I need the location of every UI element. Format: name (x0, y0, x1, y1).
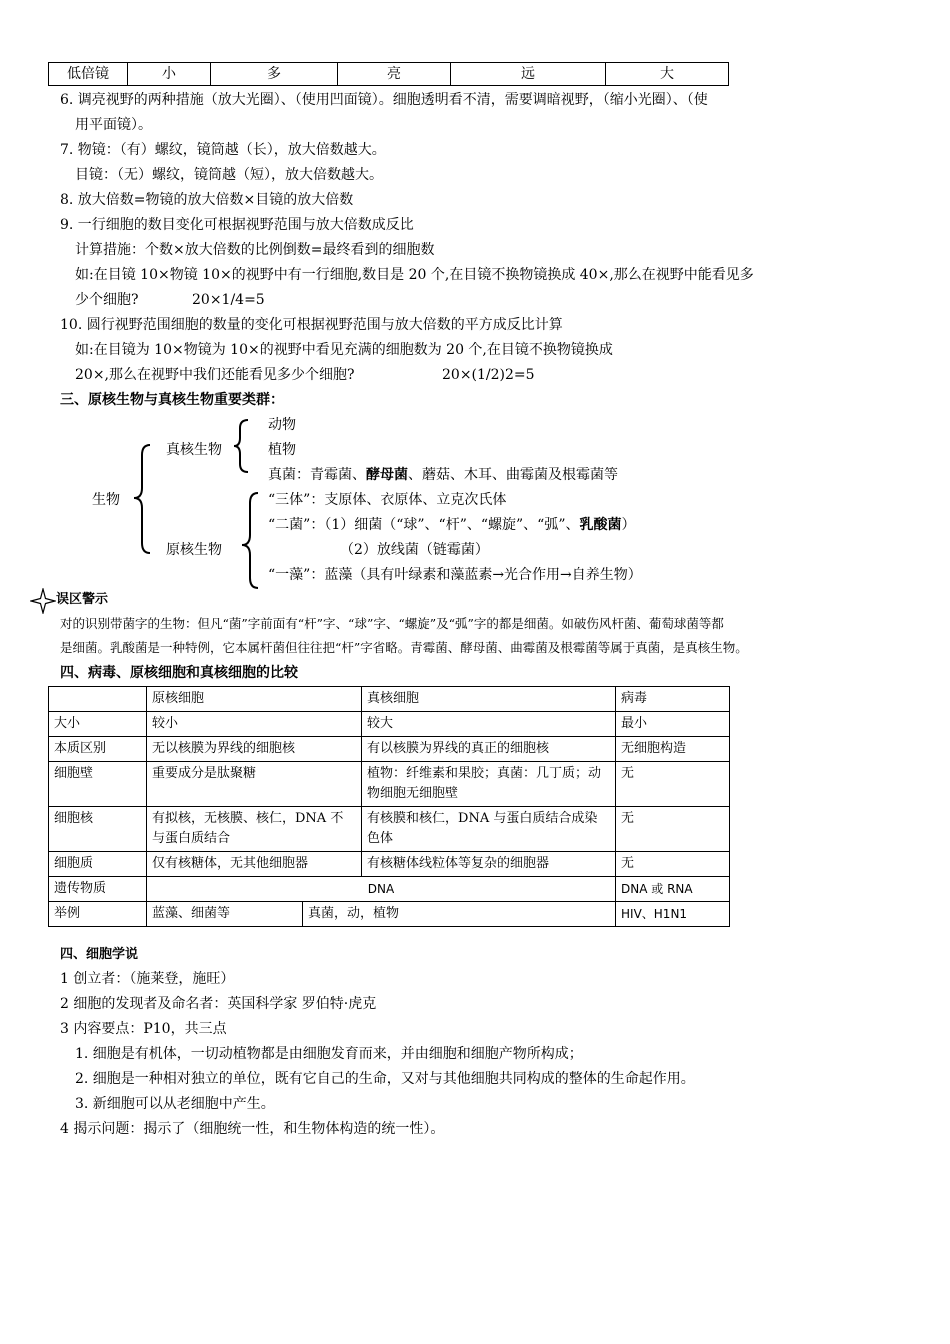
table-cell: 无 (616, 807, 730, 852)
table-cell: 无 (616, 852, 730, 877)
table-row (49, 762, 730, 807)
warning-line-2: 是细菌。乳酸菌是一种特例，它本属杆菌但往往把“杆”字省略。青霉菌、酵母菌、曲霉菌及根霉菌等属于真菌，是真核生物。 (60, 640, 748, 655)
table-cell: 有核膜和核仁，DNA 与蛋白质结合成染色体 (362, 807, 616, 852)
theory-line-3a: 1. 细胞是有机体，一切动植物都是由细胞发育而来，并由细胞和细胞产物所构成； (75, 1046, 583, 1062)
theory-title: 四、细胞学说 (60, 947, 139, 962)
warning-title: 误区警示 (56, 592, 109, 607)
comparison-table (48, 686, 730, 927)
table-cell: 无细胞构造 (616, 737, 730, 762)
note-9d: 少个细胞? (75, 292, 139, 308)
table-cell: 细胞核 (49, 807, 147, 852)
theory-line-3c: 3. 新细胞可以从老细胞中产生。 (75, 1096, 275, 1112)
table-cell: 较小 (147, 712, 362, 737)
tree-erjun-pre: “二菌”：（1）细菌（“球”、“杆”、“螺旋”、“弧”、 (268, 517, 580, 533)
table-row (49, 807, 730, 852)
prokaryote-brace-icon (242, 493, 258, 588)
table-row (49, 737, 730, 762)
tree-braces (0, 0, 950, 600)
table-cell: 原核细胞 (147, 687, 362, 712)
table-cell: 举例 (49, 902, 147, 927)
tree-erjun (268, 515, 635, 535)
theory-line-3: 3 内容要点：P10，共三点 (60, 1021, 227, 1037)
table-row (49, 877, 730, 902)
tree-fungi-bold: 酵母菌 (366, 467, 408, 483)
tree-yizao: “一藻”：蓝藻（具有叶绿素和藻蓝素→光合作用→自养生物） (268, 567, 642, 583)
tree-fungi-post: 、蘑菇、木耳、曲霉菌及根霉菌等 (408, 467, 618, 483)
tree-prokaryote: 原核生物 (166, 542, 222, 558)
table-row (49, 687, 730, 712)
table-cell: HIV、H1N1 (616, 902, 730, 927)
section-3-title: 三、原核生物与真核生物重要类群： (60, 392, 284, 408)
table-cell: 有核糖体线粒体等复杂的细胞器 (362, 852, 616, 877)
table-cell: 真核细胞 (362, 687, 616, 712)
table-cell: 植物：纤维素和果胶；真菌：几丁质；动物细胞无细胞壁 (362, 762, 616, 807)
tree-erjun-post: ） (621, 517, 636, 533)
table-cell: 细胞壁 (49, 762, 147, 807)
table-cell: DNA 或 RNA (616, 877, 730, 902)
table-cell: 多 (211, 63, 338, 86)
tree-erjun-bold: 乳酸菌 (579, 517, 622, 533)
theory-line-4: 4 揭示问题：揭示了（细胞统一性，和生物体构造的统一性）。 (60, 1121, 445, 1137)
table-cell: 远 (451, 63, 606, 86)
theory-line-1: 1 创立者：（施莱登，施旺） (60, 971, 235, 987)
tree-fangxian: （2）放线菌（链霉菌） (340, 542, 489, 558)
table-cell: 遗传物质 (49, 877, 147, 902)
warning-line-1: 对的识别带菌字的生物：但凡“菌”字前面有“杆”字、“球”字、“螺旋”及“弧”字的都是细菌。如破伤风杆菌、葡萄球菌等都 (60, 616, 724, 631)
note-9c: 如:在目镜 10×物镜 10×的视野中有一行细胞,数目是 20 个,在目镜不换物镜换成 40×,那么在视野中能看见多 (75, 267, 754, 283)
table-row (49, 902, 730, 927)
table-row (49, 852, 730, 877)
table-cell: 细胞质 (49, 852, 147, 877)
table-cell: 有拟核，无核膜、核仁，DNA 不与蛋白质结合 (147, 807, 362, 852)
table-cell: 蓝藻、细菌等 (147, 902, 303, 927)
note-10b: 如:在目镜为 10×物镜为 10×的视野中看见充满的细胞数为 20 个,在目镜不换物镜换成 (75, 342, 613, 358)
tree-root: 生物 (92, 492, 120, 508)
table-cell: 大小 (49, 712, 147, 737)
tree-fungi-pre: 真菌：青霉菌、 (268, 467, 366, 483)
table-cell: 低倍镜 (49, 63, 128, 86)
note-6b: 用平面镜）。 (75, 117, 152, 133)
table-cell: 大 (606, 63, 729, 86)
theory-line-2: 2 细胞的发现者及命名者：英国科学家 罗伯特·虎克 (60, 996, 377, 1012)
theory-line-3b: 2. 细胞是一种相对独立的单位，既有它自己的生命，又对与其他细胞共同构成的整体的生命起作用。 (75, 1071, 695, 1087)
note-9a: 9. 一行细胞的数目变化可根据视野范围与放大倍数成反比 (60, 217, 414, 233)
tree-fungi (268, 465, 618, 485)
note-8: 8. 放大倍数=物镜的放大倍数×目镜的放大倍数 (60, 192, 354, 208)
note-6a: 6. 调亮视野的两种措施（放大光圈）、（使用凹面镜）。细胞透明看不清，需要调暗视野，（缩小光圈）、（使 (60, 92, 708, 108)
section-4-title: 四、病毒、原核细胞和真核细胞的比较 (60, 665, 298, 681)
table-cell (49, 687, 147, 712)
note-9b: 计算措施：个数×放大倍数的比例倒数=最终看到的细胞数 (75, 242, 435, 258)
table-row (49, 712, 730, 737)
eukaryote-brace-icon (234, 420, 248, 472)
table-cell: 较大 (362, 712, 616, 737)
tree-animal: 动物 (268, 417, 296, 433)
table-cell: 有以核膜为界线的真正的细胞核 (362, 737, 616, 762)
table-cell: 小 (128, 63, 211, 86)
table-cell: 无 (616, 762, 730, 807)
star-icon (30, 588, 56, 614)
table-cell: 仅有核糖体，无其他细胞器 (147, 852, 362, 877)
note-10d: 20×(1/2)2=5 (442, 367, 535, 383)
table-cell: 病毒 (616, 687, 730, 712)
note-10a: 10. 圆行视野范围细胞的数量的变化可根据视野范围与放大倍数的平方成反比计算 (60, 317, 563, 333)
root-brace-icon (134, 445, 150, 553)
note-9e: 20×1/4=5 (192, 292, 265, 308)
tree-santi: “三体”：支原体、衣原体、立克次氏体 (268, 492, 507, 508)
note-10c: 20×,那么在视野中我们还能看见多少个细胞? (75, 367, 355, 383)
table-cell: DNA (147, 877, 616, 902)
tree-plant: 植物 (268, 442, 296, 458)
table-cell: 重要成分是肽聚糖 (147, 762, 362, 807)
note-7a: 7. 物镜：（有）螺纹，镜筒越（长），放大倍数越大。 (60, 142, 386, 158)
table-cell: 无以核膜为界线的细胞核 (147, 737, 362, 762)
note-7b: 目镜：（无）螺纹，镜筒越（短），放大倍数越大。 (75, 167, 383, 183)
table-cell: 亮 (338, 63, 451, 86)
table-cell: 真菌，动，植物 (303, 902, 616, 927)
tree-eukaryote: 真核生物 (166, 442, 222, 458)
table-cell: 本质区别 (49, 737, 147, 762)
table-cell: 最小 (616, 712, 730, 737)
